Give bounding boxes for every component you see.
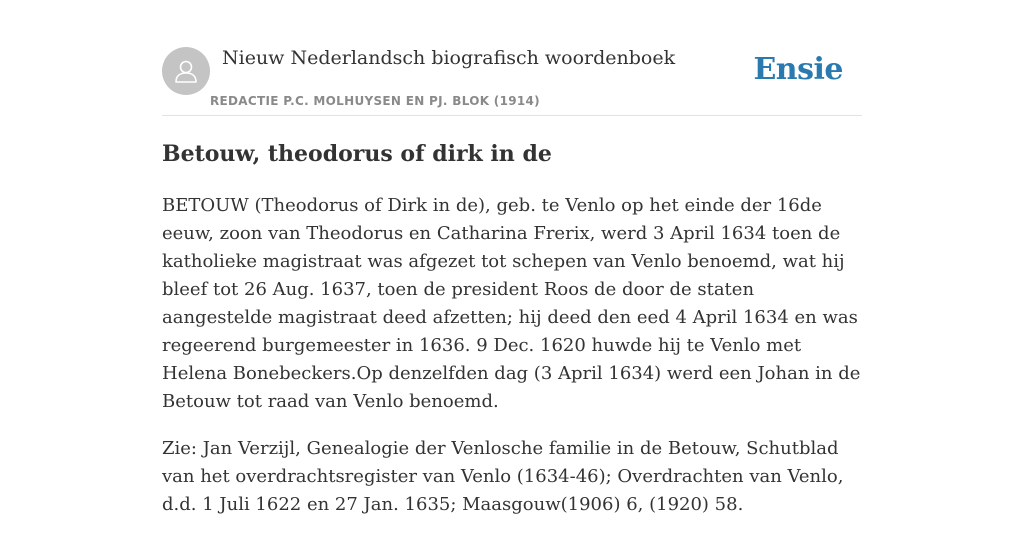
- user-icon: [172, 57, 200, 85]
- page-container: [162, 0, 862, 515]
- avatar[interactable]: [162, 47, 210, 95]
- entry-body: [162, 192, 862, 538]
- book-title[interactable]: Nieuw Nederlandsch biografisch woordenboek: [222, 47, 676, 69]
- book-header: [162, 0, 862, 116]
- entry-title: Betouw, theodorus of dirk in de: [162, 141, 552, 167]
- entry-paragraph: Zie: Jan Verzijl, Genealogie der Venlosche familie in de Betouw, Schutblad van het overdrachtsregister van Venlo (1634-46); Overdrachten van Venlo, d.d. 1 Juli 1622 en 27 Jan. 1635; Maasgouw(1906) 6, (1920) 58.: [162, 438, 844, 515]
- entry-paragraph: BETOUW (Theodorus of Dirk in de), geb. te Venlo op het einde der 16de eeuw, zoon van Theodorus en Catharina Frerix, werd 3 April 1634 toen de katholieke magistraat was afgezet tot schepen van Venlo benoemd, wat hij bleef tot 26 Aug. 1637, toen de president Roos de door de staten aangestelde magistraat deed afzetten; hij deed den eed 4 April 1634 en was regeerend burgemeester in 1636. 9 Dec. 1620 huwde hij te Venlo met Helena Bonebeckers.Op denzelfden dag (3 April 1634) werd een Johan in de Betouw tot raad van Venlo benoemd.: [162, 195, 861, 412]
- brand-logo[interactable]: Ensie: [753, 52, 843, 87]
- book-editors: REDACTIE P.C. MOLHUYSEN EN PJ. BLOK (1914): [210, 94, 540, 108]
